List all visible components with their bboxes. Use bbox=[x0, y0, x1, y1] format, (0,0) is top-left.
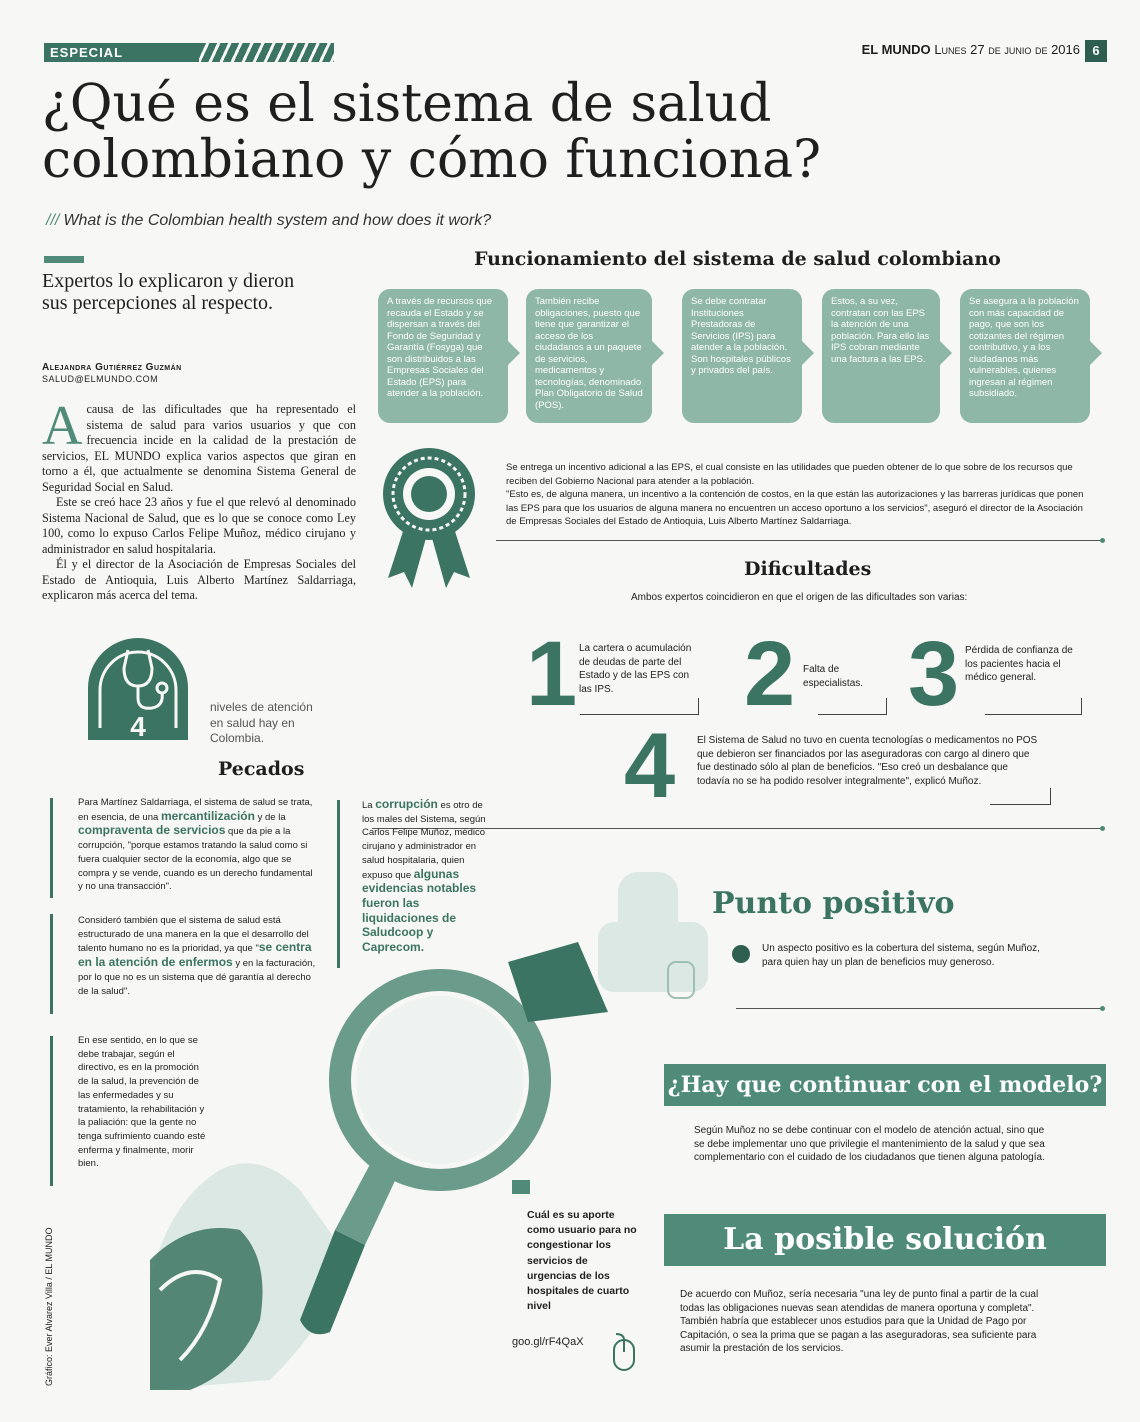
dificultades-subtitle: Ambos expertos coincidieron en que el origen de las dificultades son varias: bbox=[631, 592, 968, 603]
pecado-text: es otro de los males del Sistema, según Carlos Felipe Muñoz, médico cirujano y administrador en salud hospitalaria, quien expuso que bbox=[362, 800, 486, 881]
stethoscope-icon bbox=[80, 628, 196, 744]
pecado-bar bbox=[50, 798, 53, 898]
award-ribbon-icon bbox=[374, 442, 484, 592]
pecado-bar bbox=[337, 800, 340, 968]
pecado-bar bbox=[50, 914, 53, 1014]
paragraph-text: causa de las dificultades que ha representado el sistema de salud para varios usuarios y que con frecuencia incide en la calidad de la prestación de servicios, EL MUNDO explica varios aspectos que giran en torno a él, que actualmente se denomina Sistema General de Seguridad Social en Salud. bbox=[42, 402, 356, 494]
pecado-paragraph bbox=[362, 798, 492, 956]
page-number: 6 bbox=[1085, 40, 1107, 62]
dificultad-text: Falta de especialistas. bbox=[803, 664, 864, 689]
pecado-paragraph bbox=[78, 796, 318, 894]
pecado-text: y de la bbox=[254, 811, 286, 823]
dificultad-tick bbox=[985, 698, 1082, 715]
slash-decor: /// bbox=[46, 212, 60, 229]
pecado-highlight: algunas evidencias notables fueron las liquidaciones de Saludcoop y Caprecom. bbox=[362, 866, 477, 955]
dificultad-text: El Sistema de Salud no tuvo en cuenta tecnologías o medicamentos no POS que debieron ser financiados por las aseguradoras con cargo al dinero que fue destinado sólo al plan de beneficios. "Eso creó un desbalance que todavía no se ha podido resolver integralmente", explicó Muñoz. bbox=[697, 735, 1038, 787]
dificultad-text: Pérdida de confianza de los pacientes hacia el médico general. bbox=[965, 645, 1073, 683]
modelo-title: ¿Hay que continuar con el modelo? bbox=[664, 1064, 1106, 1106]
headline: ¿Qué es el sistema de salud colombiano y cómo funciona? bbox=[42, 74, 822, 190]
body-paragraph: Él y el director de la Asociación de Empresas Sociales del Estado de Antioquia, Luis Alberto Martínez Saldarriaga, explicaron más acerca del tema. bbox=[42, 557, 356, 602]
issue-date: Lunes 27 de junio de 2016 bbox=[934, 42, 1080, 57]
pecado-paragraph: En ese sentido, en lo que se debe trabajar, según el directivo, es en la promoción de la salud, la prevención de las enfermedades y su tratamiento, la rehabilitación y la paliación: que la gente no tenga sufrimiento cuando esté enferma y finalmente, morir bien. bbox=[78, 1035, 206, 1170]
pecado-text: y en la facturación, por lo que no es un sistema que dé garantía al derecho de la salud". bbox=[78, 958, 316, 997]
funcionamiento-title: Funcionamiento del sistema de salud colombiano bbox=[474, 248, 1001, 270]
bullet-dot bbox=[732, 945, 750, 963]
aporte-link[interactable]: goo.gl/rF4QaX bbox=[512, 1336, 584, 1348]
subheadline bbox=[46, 212, 491, 230]
divider bbox=[496, 540, 1102, 541]
section-tag bbox=[44, 43, 334, 62]
incentive-quote: "Esto es, de alguna manera, un incentivo a la contención de costos, en la que están las autorizaciones y las barreras jurídicas que ponen las EPS para que los usuarios de alguna manera no encuentren un acceso oportuno a los servicios", aseguró el director de la Asociación de Empresas Sociales del Estado de Antioquia, Luis Alberto Martínez Saldarriaga. bbox=[506, 489, 1084, 527]
dificultad-tick bbox=[818, 698, 887, 715]
funcionamiento-step: Se debe contratar Instituciones Prestadoras de Servicios (IPS) para atender a la población. Son hospitales públicos y privados del país. bbox=[682, 289, 802, 423]
newspaper-name: EL MUNDO bbox=[861, 42, 931, 57]
dificultad-number: 4 bbox=[624, 715, 676, 817]
solucion-text: De acuerdo con Muñoz, sería necesaria "una ley de punto final a partir de la cual todas las obligaciones nuevas sean atendidas de manera oportuna y completa". También habría que establecer unos estudios para que la Unidad de Pago por Capitación, o sea la prima que se pagan a las aseguradoras, sea suficiente para asumir la prestación de los servicios. bbox=[680, 1289, 1039, 1354]
pecado-highlight: se centra en la atención de enfermos bbox=[78, 940, 312, 970]
solucion-title: La posible solución bbox=[664, 1214, 1106, 1266]
pecados-title: Pecados bbox=[218, 758, 305, 780]
funcionamiento-step: Estos, a su vez, contratan con las EPS la atención de una población. Para ello las IPS cobran mediante una factura a las EPS. bbox=[822, 289, 940, 423]
thumbs-up-icon bbox=[508, 862, 728, 1022]
pecado-text: Para Martínez Saldarriaga, el sistema de salud se trata, en esencia, de una bbox=[78, 797, 313, 823]
author-email: SALUD@ELMUNDO.COM bbox=[42, 374, 159, 384]
magnifier-illustration bbox=[150, 960, 630, 1390]
pecado-bar bbox=[50, 1036, 53, 1186]
dificultad-text: La cartera o acumulación de deudas de parte del Estado y de las EPS con las IPS. bbox=[579, 643, 692, 695]
lede-bar bbox=[44, 256, 84, 263]
pecado-text: Consideró también que el sistema de salud está estructurado de una manera en la que el desarrollo del talento humano no es la prioridad, ya que " bbox=[78, 915, 309, 955]
author: Alejandra Gutiérrez Guzmán bbox=[42, 362, 182, 373]
masthead bbox=[862, 42, 1080, 57]
dificultad-number: 1 bbox=[526, 623, 578, 725]
dificultad-tick bbox=[990, 788, 1051, 805]
mouse-icon bbox=[612, 1332, 636, 1372]
dropcap: A bbox=[42, 395, 83, 457]
credit-text: Gráfico: Ever Alvarez Villa / EL MUNDO bbox=[44, 1227, 54, 1386]
niveles-number: 4 bbox=[130, 711, 146, 742]
incentive-paragraph: Se entrega un incentivo adicional a las EPS, el cual consiste en las utilidades que pueden obtener de lo que sobre de los recursos que reciben del Gobierno Nacional para atender a la población. bbox=[506, 462, 1073, 487]
modelo-text: Según Muñoz no se debe continuar con el modelo de atención actual, sino que se debe implementar uno que privilegie el mantenimiento de la salud y que sea complementario con el cuidado de los ciudadanos que tienen alguna patología. bbox=[694, 1125, 1045, 1163]
funcionamiento-step: A través de recursos que recauda el Estado y se dispersan a través del Fondo de Seguridad y Garantía (Fosyga) que son distribuidos a las Empresas Sociales del Estado (EPS) para atender a la población. bbox=[378, 289, 508, 423]
dificultades-title: Dificultades bbox=[744, 558, 872, 580]
punto-positivo-title: Punto positivo bbox=[712, 886, 955, 921]
pecado-text: que da pie a la corrupción, "porque estamos tratando la salud como si fuera cualquier sector de la economía, algo que se compra y se vende, cuando es un derecho fundamental y no una transacción". bbox=[78, 826, 313, 893]
dificultad-number: 3 bbox=[908, 623, 960, 725]
dificultad-tick bbox=[580, 698, 699, 715]
funcionamiento-step: Se asegura a la población con más capacidad de pago, que son los cotizantes del régimen contributivo, y a los ciudadanos más vulnerables, quienes ingresan al régimen subsidiado. bbox=[960, 289, 1090, 423]
dificultad-number: 2 bbox=[744, 623, 796, 725]
pecado-highlight: compraventa de servicios bbox=[78, 823, 226, 838]
body-paragraph: Este se creó hace 23 años y fue el que relevó al denominado Sistema Nacional de Salud, que es lo que se conoce como Ley 100, como lo expuso Carlos Felipe Muñoz, médico cirujano y administrador en salud hospitalaria. bbox=[42, 495, 356, 556]
funcionamiento-step: También recibe obligaciones, puesto que tiene que garantizar el acceso de los ciudadanos a un paquete de servicios, medicamentos y tecnologías, denominado Plan Obligatorio de Salud (POS). bbox=[526, 289, 652, 423]
graphic-credit bbox=[44, 1206, 58, 1386]
incentive-text bbox=[506, 461, 1096, 529]
aporte-question: Cuál es su aporte como usuario para no congestionar los servicios de urgencias de los hospitales de cuarto nivel bbox=[527, 1209, 637, 1313]
pecado-highlight: mercantilización bbox=[160, 808, 255, 823]
pecado-highlight: corrupción bbox=[375, 797, 438, 811]
subheadline-text: What is the Colombian health system and how does it work? bbox=[63, 212, 492, 229]
article-body bbox=[42, 395, 356, 604]
divider bbox=[736, 1008, 1102, 1009]
punto-positivo-text: Un aspecto positivo es la cobertura del sistema, según Muñoz, para quien hay un plan de beneficios muy generoso. bbox=[762, 943, 1040, 968]
lede: Expertos lo explicaron y dieron sus percepciones al respecto. bbox=[42, 270, 295, 314]
section-label: ESPECIAL bbox=[44, 43, 199, 62]
aporte-marker bbox=[512, 1180, 530, 1194]
niveles-caption: niveles de atención en salud hay en Colombia. bbox=[210, 700, 313, 745]
body-paragraph bbox=[42, 395, 356, 495]
pecado-text: La bbox=[362, 800, 376, 811]
